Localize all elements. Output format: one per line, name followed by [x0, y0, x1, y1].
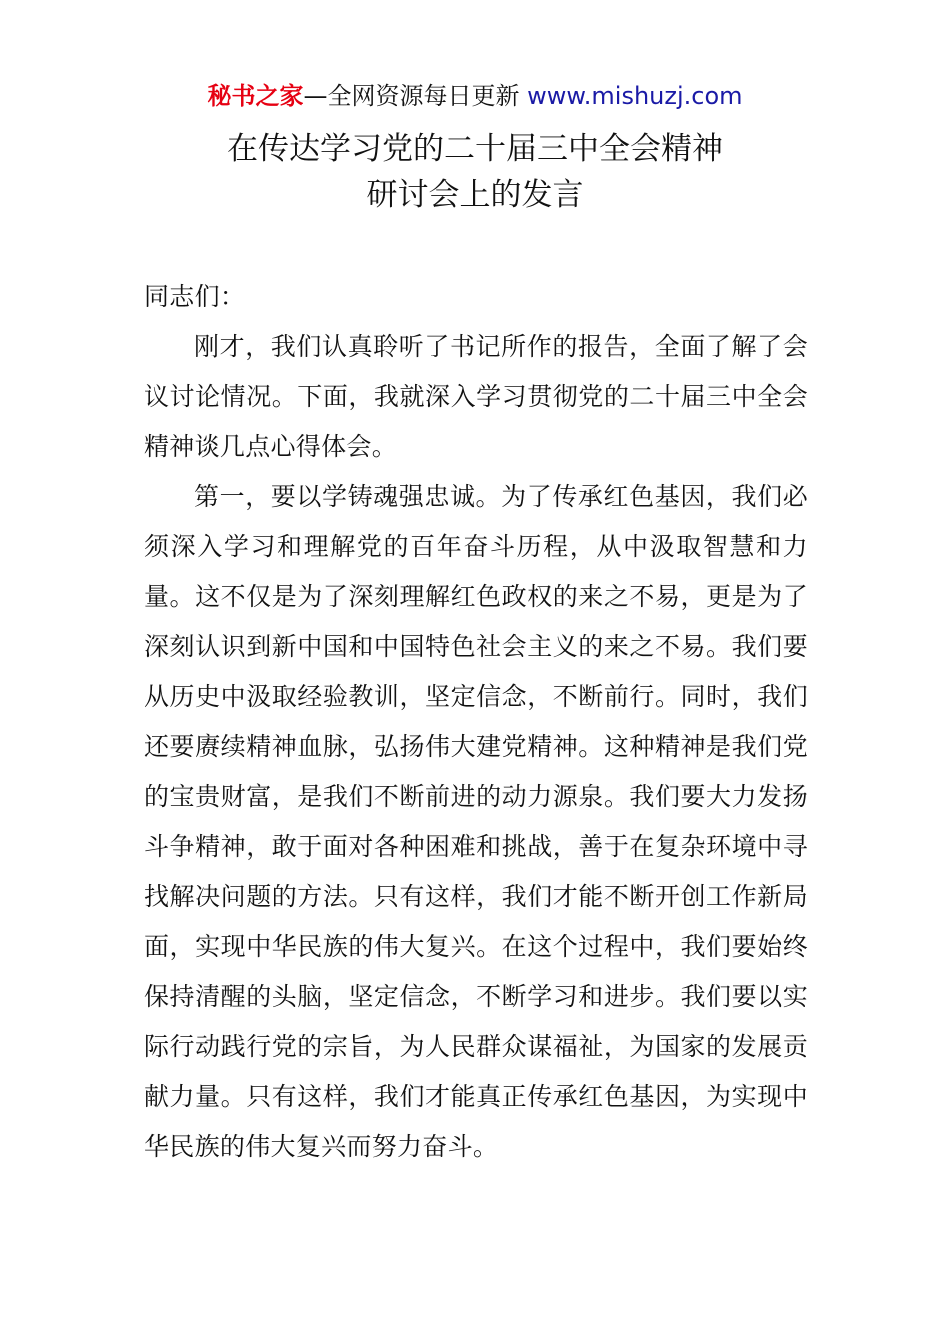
document-body: [144, 272, 808, 1172]
paragraph-2: 第一，要以学铸魂强忠诚。为了传承红色基因，我们必须深入学习和理解党的百年奋斗历程，从中汲取智慧和力量。这不仅是为了深刻理解红色政权的来之不易，更是为了深刻认识到新中国和中国特色社会主义的来之不易。我们要从历史中汲取经验教训，坚定信念，不断前行。同时，我们还要赓续精神血脉，弘扬伟大建党精神。这种精神是我们党的宝贵财富，是我们不断前进的动力源泉。我们要大力发扬斗争精神，敢于面对各种困难和挑战，善于在复杂环境中寻找解决问题的方法。只有这样，我们才能不断开创工作新局面，实现中华民族的伟大复兴。在这个过程中，我们要始终保持清醒的头脑，坚定信念，不断学习和进步。我们要以实际行动践行党的宗旨，为人民群众谋福祉，为国家的发展贡献力量。只有这样，我们才能真正传承红色基因，为实现中华民族的伟大复兴而努力奋斗。: [144, 482, 808, 1161]
salutation: 同志们：: [144, 282, 246, 311]
site-header: [0, 80, 950, 112]
site-brand: 秘书之家: [207, 82, 304, 110]
title-line-1: 在传达学习党的二十届三中全会精神: [227, 131, 723, 167]
paragraph-1: 刚才，我们认真聆听了书记所作的报告，全面了解了会议讨论情况。下面，我就深入学习贯彻党的二十届三中全会精神谈几点心得体会。: [144, 332, 808, 461]
site-tagline: —全网资源每日更新: [303, 82, 528, 110]
site-url-link[interactable]: www.mishuzj.com: [527, 82, 743, 110]
document-title: [0, 126, 950, 218]
title-line-2: 研讨会上的发言: [366, 177, 584, 213]
